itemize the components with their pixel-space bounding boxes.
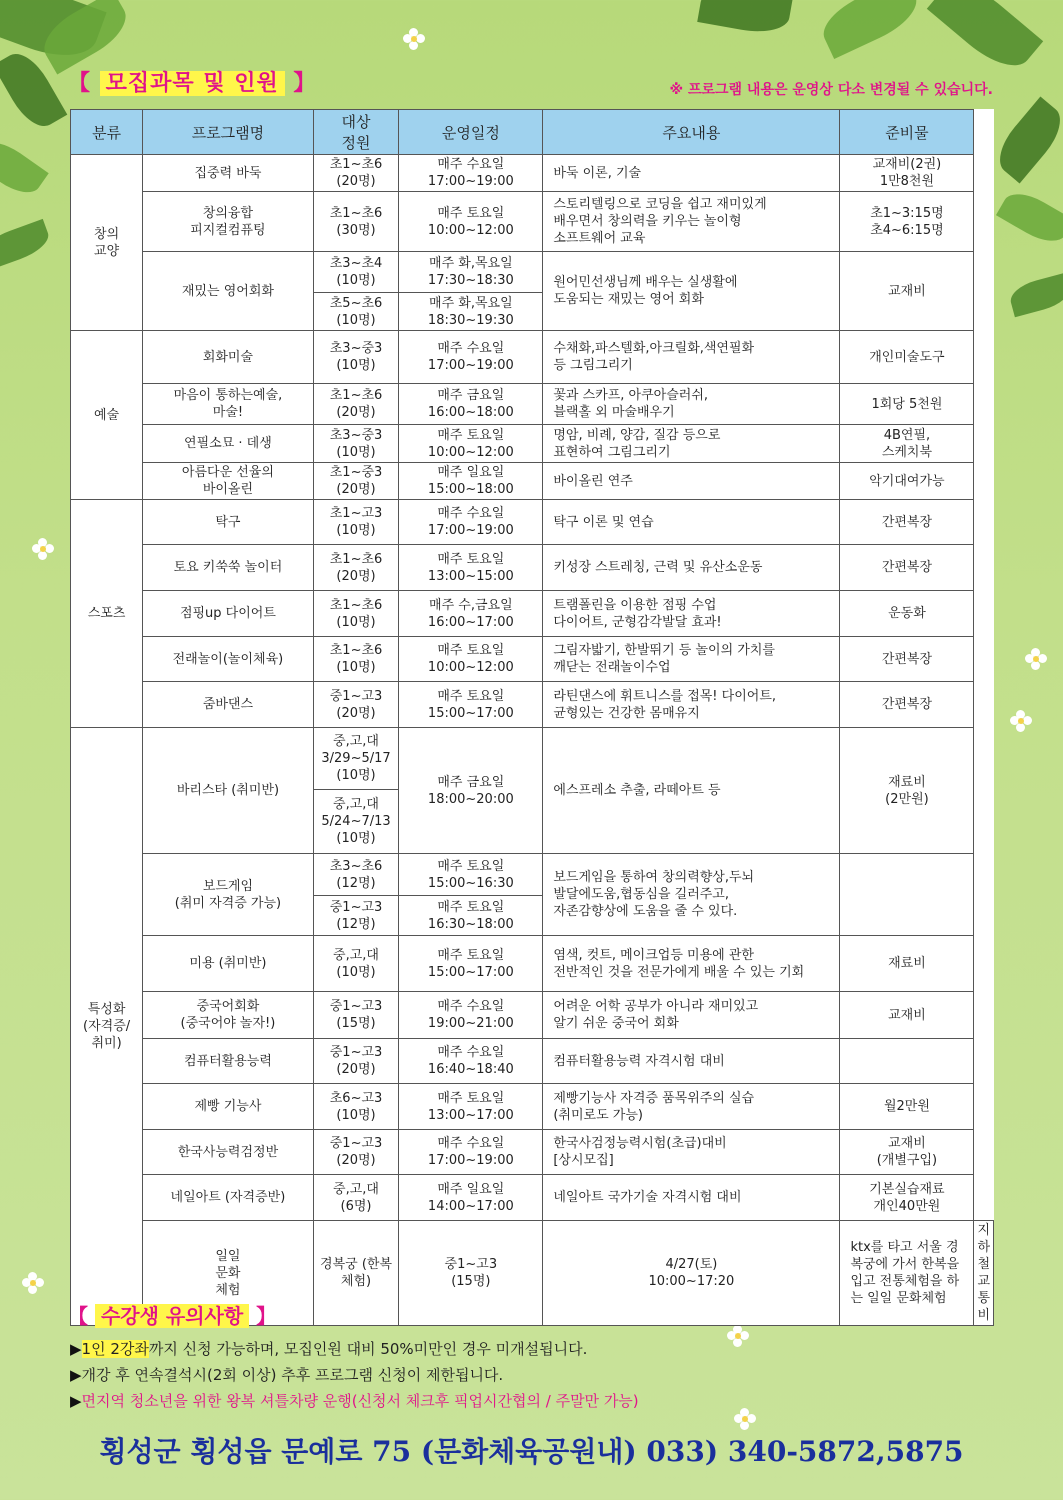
content-cell: 꽃과 스카프, 아쿠아슬러쉬, 블랙홀 외 마술배우기: [543, 384, 840, 425]
schedule-cell: 매주 수요일 16:40~18:40: [399, 1039, 543, 1084]
table-body: [71, 155, 994, 1326]
target-cell: 중1~고3 (20명): [313, 1039, 399, 1084]
supplies-cell: 간편복장: [840, 500, 974, 545]
supplies-cell: 악기대여가능: [840, 463, 974, 500]
content-cell: 바이올린 연주: [543, 463, 840, 500]
supplies-cell: 개인미술도구: [840, 331, 974, 384]
target-cell: 초3~중3 (10명): [313, 331, 399, 384]
program-name-cell: 회화미술: [143, 331, 314, 384]
program-name-cell: 줌바댄스: [143, 682, 314, 728]
table-row: [71, 192, 994, 252]
target-cell: 중,고,대 (10명): [313, 936, 399, 992]
table-row: [71, 155, 994, 192]
schedule-cell: 매주 수요일 17:00~19:00: [399, 1130, 543, 1175]
program-name-cell: 중국어회화 (중국어야 놀자!): [143, 992, 314, 1039]
target-cell: 초3~중3 (10명): [313, 425, 399, 463]
target-cell: 중,고,대 (6명): [313, 1175, 399, 1221]
supplies-cell: 교재비: [840, 252, 974, 331]
target-cell: 중1~고3 (20명): [313, 1130, 399, 1175]
content-cell: 네일아트 국가기술 자격시험 대비: [543, 1175, 840, 1221]
content-cell: 에스프레소 추출, 라떼아트 등: [543, 728, 840, 854]
content-cell: 컴퓨터활용능력 자격시험 대비: [543, 1039, 840, 1084]
supplies-cell: 4B연필, 스케치북: [840, 425, 974, 463]
program-name-cell: 점핑up 다이어트: [143, 591, 314, 637]
supplies-cell: 교재비 (개별구입): [840, 1130, 974, 1175]
schedule-cell: 매주 수요일 17:00~19:00: [399, 500, 543, 545]
target-cell: 초6~고3 (10명): [313, 1084, 399, 1130]
schedule-cell: 매주 토요일 10:00~12:00: [399, 192, 543, 252]
column-header: 분류: [71, 110, 143, 155]
target-cell: 중,고,대 5/24~7/13 (10명): [313, 790, 399, 854]
target-cell: 초1~초6 (20명): [313, 155, 399, 192]
page-title: 【 모집과목 및 인원 】: [68, 71, 317, 96]
supplies-cell: 교재비(2권) 1만8천원: [840, 155, 974, 192]
supplies-cell: 간편복장: [840, 682, 974, 728]
category-cell: 창의 교양: [71, 155, 143, 331]
target-cell: 중1~고3 (15명): [399, 1221, 543, 1326]
content-cell: 한국사검정능력시험(초급)대비 [상시모집]: [543, 1130, 840, 1175]
program-name-cell: 아름다운 선율의 바이올린: [143, 463, 314, 500]
program-name-cell: 재밌는 영어회화: [143, 252, 314, 331]
program-name-cell: 경복궁 (한복체험): [313, 1221, 399, 1326]
content-cell: 제빵기능사 자격증 품목위주의 실습 (취미로도 가능): [543, 1084, 840, 1130]
supplies-cell: 월2만원: [840, 1084, 974, 1130]
program-name-cell: 집중력 바둑: [143, 155, 314, 192]
table-row: [71, 992, 994, 1039]
content-cell: 라틴댄스에 휘트니스를 접목! 다이어트, 균형있는 건강한 몸매유지: [543, 682, 840, 728]
program-name-cell: 마음이 통하는예술, 마술!: [143, 384, 314, 425]
supplies-cell: 재료비 (2만원): [840, 728, 974, 854]
supplies-cell: [840, 1039, 974, 1084]
supplies-cell: 간편복장: [840, 545, 974, 591]
column-header: 대상 정원: [313, 110, 399, 155]
table-row: [71, 682, 994, 728]
schedule-cell: 매주 토요일 10:00~12:00: [399, 637, 543, 682]
category-cell: 스포츠: [71, 500, 143, 728]
table-row: [71, 1039, 994, 1084]
column-header: 프로그램명: [143, 110, 314, 155]
column-header: 주요내용: [543, 110, 840, 155]
target-cell: 초3~초4 (10명): [313, 252, 399, 293]
target-cell: 중1~고3 (15명): [313, 992, 399, 1039]
schedule-cell: 매주 일요일 14:00~17:00: [399, 1175, 543, 1221]
change-notice: ※ 프로그램 내용은 운영상 다소 변경될 수 있습니다.: [669, 82, 993, 98]
footer-address: 횡성군 횡성읍 문예로 75 (문화체육공원내) 033) 340-5872,5875: [99, 1435, 964, 1468]
table-row: [71, 1084, 994, 1130]
schedule-cell: 매주 수요일 17:00~19:00: [399, 331, 543, 384]
table-row: [71, 1175, 994, 1221]
target-cell: 중1~고3 (12명): [313, 896, 399, 936]
target-cell: 초1~고3 (10명): [313, 500, 399, 545]
schedule-cell: 매주 금요일 16:00~18:00: [399, 384, 543, 425]
program-name-cell: 한국사능력검정반: [143, 1130, 314, 1175]
content-cell: 트램폴린을 이용한 점핑 수업 다이어트, 군형감각발달 효과!: [543, 591, 840, 637]
caution-line-3: ▶면지역 청소년을 위한 왕복 셔틀차량 운행(신청서 체크후 픽업시간협의 / 주말만 가능): [70, 1392, 639, 1410]
supplies-cell: [840, 854, 974, 936]
program-name-cell: 탁구: [143, 500, 314, 545]
table-row: [71, 545, 994, 591]
target-cell: 초1~초6 (30명): [313, 192, 399, 252]
schedule-cell: 매주 일요일 15:00~18:00: [399, 463, 543, 500]
supplies-cell: 기본실습재료 개인40만원: [840, 1175, 974, 1221]
content-cell: 스토리텔링으로 코딩을 쉽고 재미있게 배우면서 창의력을 키우는 놀이형 소프트웨어 교육: [543, 192, 840, 252]
supplies-cell: 초1~3:15명 초4~6:15명: [840, 192, 974, 252]
schedule-cell: 매주 수,금요일 16:00~17:00: [399, 591, 543, 637]
column-header: 준비물: [840, 110, 974, 155]
category-cell: 특성화 (자격증/ 취미): [71, 728, 143, 1326]
schedule-cell: 매주 화,목요일 18:30~19:30: [399, 293, 543, 331]
program-name-cell: 제빵 기능사: [143, 1084, 314, 1130]
caution-line-1: ▶1인 2강좌까지 신청 가능하며, 모집인원 대비 50%미만인 경우 미개설됩니다.: [70, 1340, 588, 1358]
content-cell: 바둑 이론, 기술: [543, 155, 840, 192]
column-header: 운영일정: [399, 110, 543, 155]
supplies-cell: 운동화: [840, 591, 974, 637]
program-name-cell: 전래놀이(놀이체육): [143, 637, 314, 682]
target-cell: 초1~초6 (10명): [313, 591, 399, 637]
table-row: [71, 331, 994, 384]
category-cell: 일일 문화 체험: [143, 1221, 314, 1326]
target-cell: 초1~초6 (10명): [313, 637, 399, 682]
content-cell: 명암, 비례, 양감, 질감 등으로 표현하여 그림그리기: [543, 425, 840, 463]
supplies-cell: 재료비: [840, 936, 974, 992]
program-name-cell: 네일아트 (자격증반): [143, 1175, 314, 1221]
program-name-cell: 미용 (취미반): [143, 936, 314, 992]
table-row: [71, 728, 994, 790]
target-cell: 초3~초6 (12명): [313, 854, 399, 896]
supplies-cell: 간편복장: [840, 637, 974, 682]
table-header: [71, 110, 994, 155]
target-cell: 중1~고3 (20명): [313, 682, 399, 728]
table-row: [71, 252, 994, 293]
supplies-cell: 지하철교통비: [974, 1221, 994, 1326]
schedule-cell: 매주 토요일 15:00~17:00: [399, 936, 543, 992]
program-name-cell: 컴퓨터활용능력: [143, 1039, 314, 1084]
schedule-cell: 매주 토요일 15:00~16:30: [399, 854, 543, 896]
supplies-cell: 1회당 5천원: [840, 384, 974, 425]
content-cell: ktx를 타고 서울 경복궁에 가서 한복을 입고 전통체험을 하는 일일 문화체험: [840, 1221, 974, 1326]
schedule-cell: 매주 토요일 13:00~17:00: [399, 1084, 543, 1130]
content-cell: 원어민선생님께 배우는 실생활에 도움되는 재밌는 영어 회화: [543, 252, 840, 331]
schedule-cell: 매주 수요일 19:00~21:00: [399, 992, 543, 1039]
category-cell: 예술: [71, 331, 143, 500]
table-row: [71, 936, 994, 992]
content-cell: 수채화,파스텔화,아크릴화,색연필화 등 그림그리기: [543, 331, 840, 384]
table-row: [71, 591, 994, 637]
caution-title: 【 수강생 유의사항 】: [68, 1304, 277, 1328]
table-row: [71, 1130, 994, 1175]
schedule-cell: 매주 수요일 17:00~19:00: [399, 155, 543, 192]
content-cell: 탁구 이론 및 연습: [543, 500, 840, 545]
table-row: [71, 425, 994, 463]
program-name-cell: 보드게임 (취미 자격증 가능): [143, 854, 314, 936]
content-cell: 키성장 스트레칭, 근력 및 유산소운동: [543, 545, 840, 591]
target-cell: 초5~초6 (10명): [313, 293, 399, 331]
content-cell: 염색, 컷트, 메이크업등 미용에 관한 전반적인 것을 전문가에게 배울 수 있는 기회: [543, 936, 840, 992]
schedule-cell: 매주 토요일 13:00~15:00: [399, 545, 543, 591]
program-table: [70, 109, 994, 1326]
program-name-cell: 바리스타 (취미반): [143, 728, 314, 854]
supplies-cell: 교재비: [840, 992, 974, 1039]
schedule-cell: 매주 토요일 15:00~17:00: [399, 682, 543, 728]
table-row: [71, 463, 994, 500]
program-name-cell: 창의융합 피지컬컴퓨팅: [143, 192, 314, 252]
program-name-cell: 연필소묘 · 데생: [143, 425, 314, 463]
target-cell: 중,고,대 3/29~5/17 (10명): [313, 728, 399, 790]
table-row: [71, 854, 994, 896]
table-row: [71, 637, 994, 682]
content-cell: 보드게임을 통하여 창의력향상,두뇌 발달에도움,협동심을 길러주고, 자존감향상에 도움을 줄 수 있다.: [543, 854, 840, 936]
content-cell: 그림자밟기, 한발뛰기 등 놀이의 가치를 깨닫는 전래놀이수업: [543, 637, 840, 682]
target-cell: 초1~초6 (20명): [313, 545, 399, 591]
schedule-cell: 매주 금요일 18:00~20:00: [399, 728, 543, 854]
caution-line-2: ▶개강 후 연속결석시(2회 이상) 추후 프로그램 신청이 제한됩니다.: [70, 1366, 504, 1384]
schedule-cell: 매주 토요일 16:30~18:00: [399, 896, 543, 936]
schedule-cell: 4/27(토) 10:00~17:20: [543, 1221, 840, 1326]
schedule-cell: 매주 토요일 10:00~12:00: [399, 425, 543, 463]
table-row: [71, 384, 994, 425]
table-row: [71, 500, 994, 545]
content-cell: 어려운 어학 공부가 아니라 재미있고 알기 쉬운 중국어 회화: [543, 992, 840, 1039]
target-cell: 초1~중3 (20명): [313, 463, 399, 500]
target-cell: 초1~초6 (20명): [313, 384, 399, 425]
program-name-cell: 토요 키쑥쑥 놀이터: [143, 545, 314, 591]
schedule-cell: 매주 화,목요일 17:30~18:30: [399, 252, 543, 293]
